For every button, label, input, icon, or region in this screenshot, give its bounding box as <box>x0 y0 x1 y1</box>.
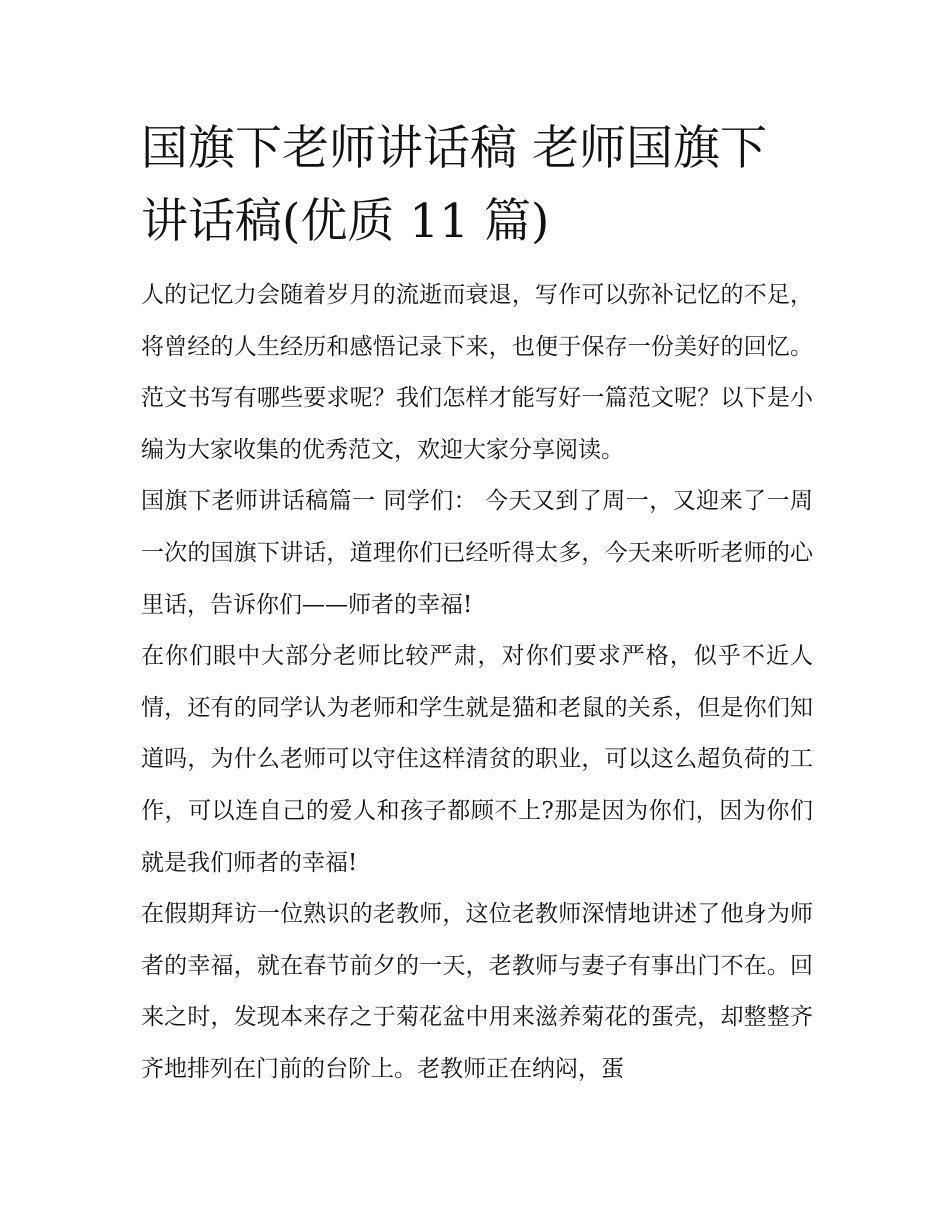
document-body <box>141 270 813 1096</box>
document-title: 国旗下老师讲话稿 老师国旗下讲话稿(优质 11 篇) <box>141 121 767 249</box>
paragraph-intro: 人的记忆力会随着岁月的流逝而衰退，写作可以弥补记忆的不足，将曾经的人生经历和感悟记录下来，也便于保存一份美好的回忆。范文书写有哪些要求呢？我们怎样才能写好一篇范文呢？以下是小编为大家收集的优秀范文，欢迎大家分享阅读。 <box>141 282 813 463</box>
paragraph-old-teacher-story: 在假期拜访一位熟识的老教师，这位老教师深情地讲述了他身为师者的幸福，就在春节前夕的一天，老教师与妻子有事出门不在。回来之时，发现本来存之于菊花盆中用来滋养菊花的蛋壳，却整整齐齐地排列在门前的台阶上。老教师正在纳闷，蛋 <box>141 901 813 1082</box>
paragraph-greeting: 国旗下老师讲话稿篇一 同学们： 今天又到了周一，又迎来了一周一次的国旗下讲话，道理你们已经听得太多，今天来听听老师的心里话，告诉你们——师者的幸福! <box>141 488 813 618</box>
document-content <box>141 112 813 1096</box>
paragraph-teachers-strict: 在你们眼中大部分老师比较严肃，对你们要求严格，似乎不近人情，还有的同学认为老师和学生就是猫和老鼠的关系，但是你们知道吗，为什么老师可以守住这样清贫的职业，可以这么超负荷的工作，可以连自己的爱人和孩子都顾不上?那是因为你们，因为你们就是我们师者的幸福! <box>141 643 813 876</box>
